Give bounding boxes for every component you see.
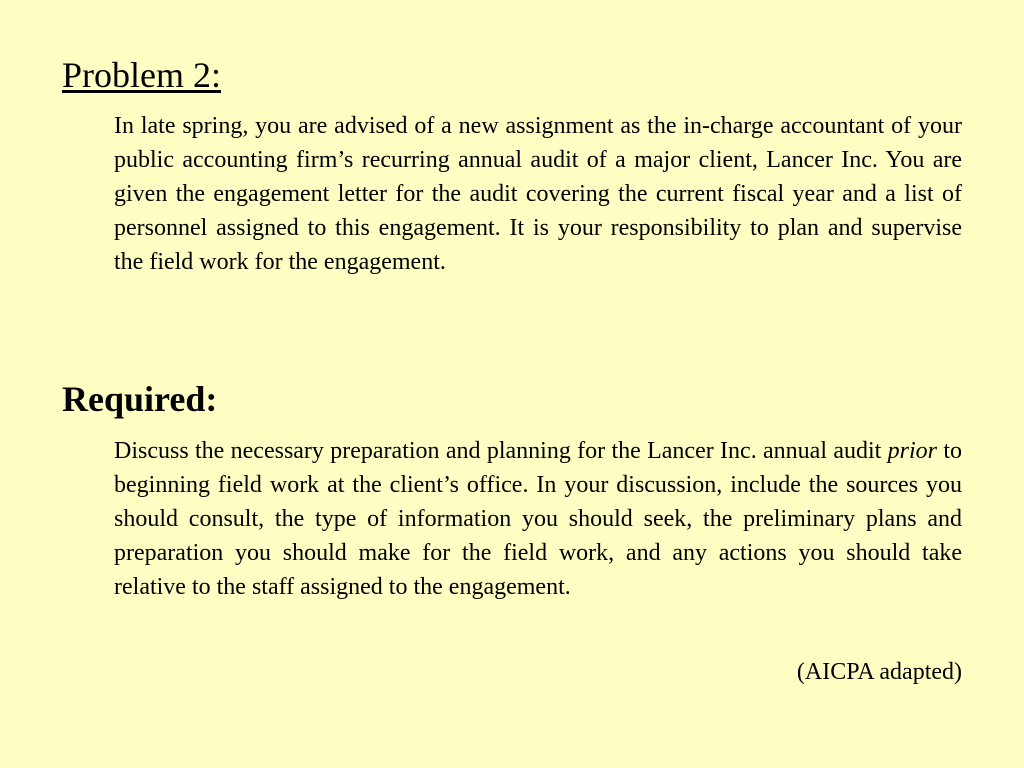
- problem-paragraph: In late spring, you are advised of a new assignment as the in-charge accountant of your public accounting firm’s recurring annual audit of a major client, Lancer Inc. You are given the engagement letter for the audit covering the current fiscal year and a list of personnel assigned to this engagement. It is your responsibility to plan and supervise the field work for the engagement.: [114, 113, 962, 275]
- attribution: (AICPA adapted): [796, 659, 962, 685]
- required-text-after: to beginning field work at the client’s office. In your discussion, include the sources you should consult, the type of information you should seek, the preliminary plans and preparation you should make for the field work, and any actions you should take relative to the staff assigned to the engagement.: [114, 438, 962, 600]
- required-emphasis: prior: [887, 438, 937, 464]
- required-heading: Required:: [62, 379, 218, 419]
- required-paragraph: [114, 434, 962, 604]
- problem-heading: Problem 2:: [62, 55, 221, 95]
- required-text-before: Discuss the necessary preparation and planning for the Lancer Inc. annual audit: [114, 438, 888, 464]
